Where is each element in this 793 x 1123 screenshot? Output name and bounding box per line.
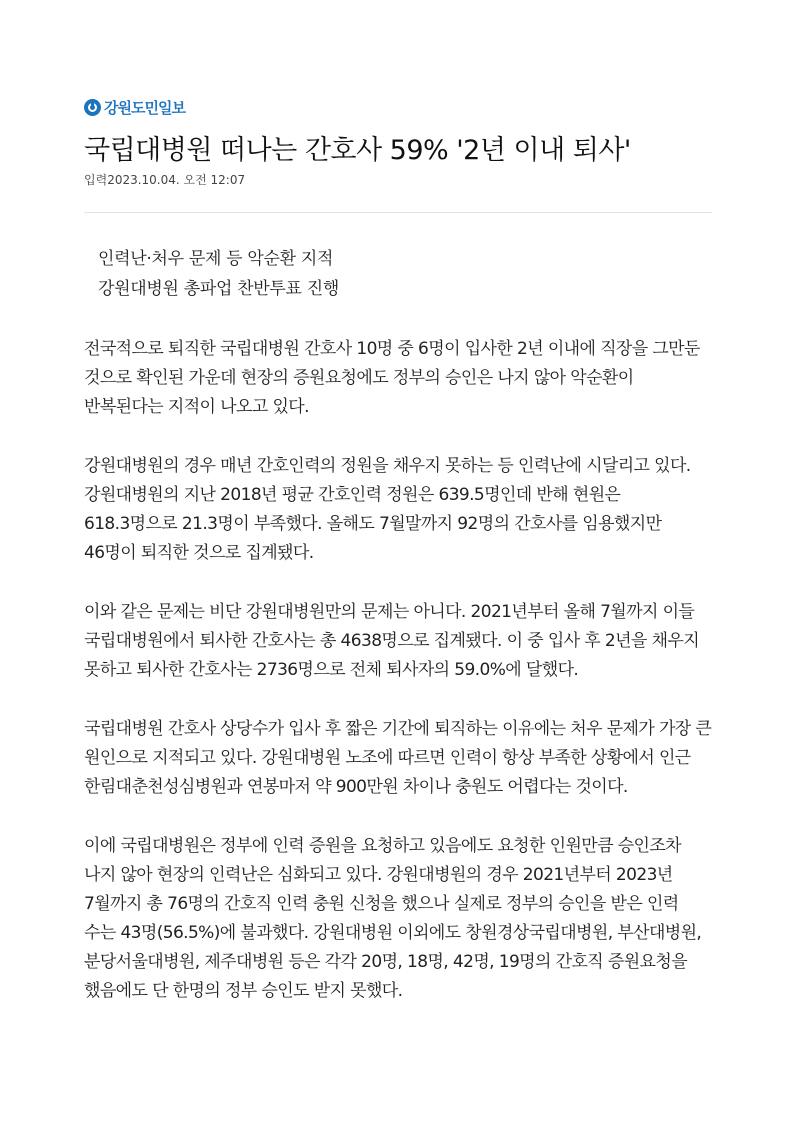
article-dateline (84, 171, 712, 188)
date-value: 2023.10.04. 오전 12:07 (107, 173, 246, 187)
subhead: 강원대병원 총파업 찬반투표 진행 (98, 279, 340, 299)
publisher-logo[interactable] (84, 96, 712, 118)
body-paragraph: 강원대병원의 경우 매년 간호인력의 정원을 채우지 못하는 등 인력난에 시달리고 있다. 강원대병원의 지난 2018년 평균 간호인력 정원은 639.5명인데 반해 현원은 618.3명으로 21.3명이 부족했다. 올해도 7월말까지 92명의 간호사를 임용했지만 46명이 퇴직한 것으로 집계됐다. (84, 456, 691, 563)
header-divider (84, 212, 712, 213)
body-paragraph: 전국적으로 퇴직한 국립대병원 간호사 10명 중 6명이 입사한 2년 이내에 직장을 그만둔 것으로 확인된 가운데 현장의 증원요청에도 정부의 승인은 나지 않아 악순환이 반복된다는 지적이 나오고 있다. (84, 339, 700, 417)
article-subheads (84, 244, 712, 304)
date-label: 입력 (84, 173, 108, 187)
subhead: 인력난·처우 문제 등 악순환 지적 (98, 249, 334, 269)
body-paragraph: 이에 국립대병원은 정부에 인력 증원을 요청하고 있음에도 요청한 인원만큼 승인조차 나지 않아 현장의 인력난은 심화되고 있다. 강원대병원의 경우 2021년부터 2023년 7월까지 총 76명의 간호직 인력 충원 신청을 했으나 실제로 정부의 승인을 받은 인력 수는 43명(56.5%)에 불과했다. 강원대병원 이외에도 창원경상국립대병원, 부산대병원, 분당서울대병원, 제주대병원 등은 각각 20명, 18명, 42명, 19명의 간호직 증원요청을 했음에도 단 한명의 정부 승인도 받지 못했다. (84, 836, 702, 1001)
body-paragraph: 이와 같은 문제는 비단 강원대병원만의 문제는 아니다. 2021년부터 올해 7월까지 이들 국립대병원에서 퇴사한 간호사는 총 4638명으로 집계됐다. 이 중 입사 후 2년을 채우지 못하고 퇴사한 간호사는 2736명으로 전체 퇴사자의 59.0%에 달했다. (84, 602, 700, 680)
body-paragraph: 국립대병원 간호사 상당수가 입사 후 짧은 기간에 퇴직하는 이유에는 처우 문제가 가장 큰 원인으로 지적되고 있다. 강원대병원 노조에 따르면 인력이 항상 부족한 상황에서 인근 한림대춘천성심병원과 연봉마저 약 900만원 차이나 충원도 어렵다는 것이다. (84, 719, 712, 797)
publisher-name: 강원도민일보 (104, 98, 185, 117)
article-headline: 국립대병원 떠나는 간호사 59% '2년 이내 퇴사' (84, 135, 631, 166)
publisher-emblem-icon (84, 99, 101, 116)
article-page (84, 96, 712, 1006)
